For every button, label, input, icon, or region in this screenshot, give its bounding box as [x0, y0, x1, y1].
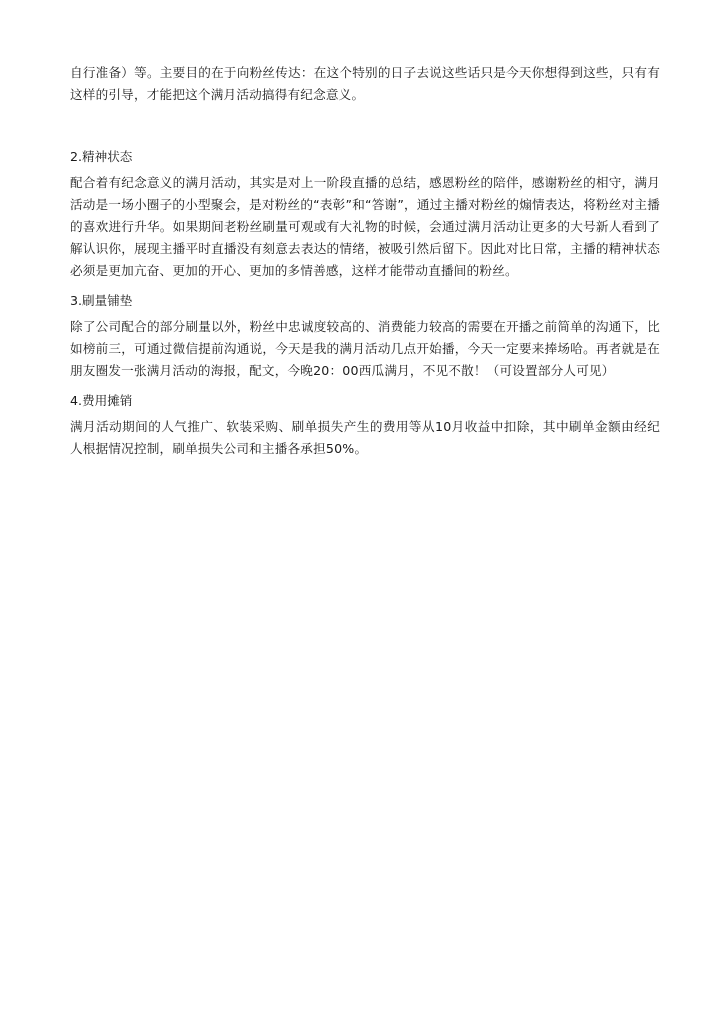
section-heading: 2.精神状态 [70, 149, 133, 164]
section-body: 满月活动期间的人气推广、软装采购、刷单损失产生的费用等从10月收益中扣除，其中刷单金额由经纪人根据情况控制，刷单损失公司和主播各承担50%。 [70, 419, 660, 456]
section-body: 除了公司配合的部分刷量以外，粉丝中忠诚度较高的、消费能力较高的需要在开播之前简单的沟通下，比如榜前三，可通过微信提前沟通说，今天是我的满月活动几点开始播，今天一定要来捧场哈。再者就是在朋友圈发一张满月活动的海报，配文，今晚20：00西瓜满月，不见不散！（可设置部分人可见） [70, 319, 660, 378]
section-spacer [70, 106, 660, 146]
section-heading: 3.刷量铺垫 [70, 293, 133, 308]
section-cost-amortization [70, 390, 660, 460]
section-traffic-preparation [70, 290, 660, 382]
section-body: 配合着有纪念意义的满月活动，其实是对上一阶段直播的总结，感恩粉丝的陪伴，感谢粉丝的相守，满月活动是一场小圈子的小型聚会，是对粉丝的“表彰”和“答谢”，通过主播对粉丝的煽情表达，将粉丝对主播的喜欢进行升华。如果期间老粉丝刷量可观或有大礼物的时候，会通过满月活动让更多的大号新人看到了解认识你，展现主播平时直播没有刻意去表达的情绪，被吸引然后留下。因此对比日常，主播的精神状态必须是更加亢奋、更加的开心、更加的多情善感，这样才能带动直播间的粉丝。 [70, 175, 660, 278]
intro-paragraph: 自行准备）等。主要目的在于向粉丝传达：在这个特别的日子去说这些话只是今天你想得到这些，只有有这样的引导，才能把这个满月活动搞得有纪念意义。 [70, 65, 660, 102]
document-page [70, 62, 660, 460]
section-heading: 4.费用摊销 [70, 393, 133, 408]
section-spirit-state [70, 146, 660, 282]
